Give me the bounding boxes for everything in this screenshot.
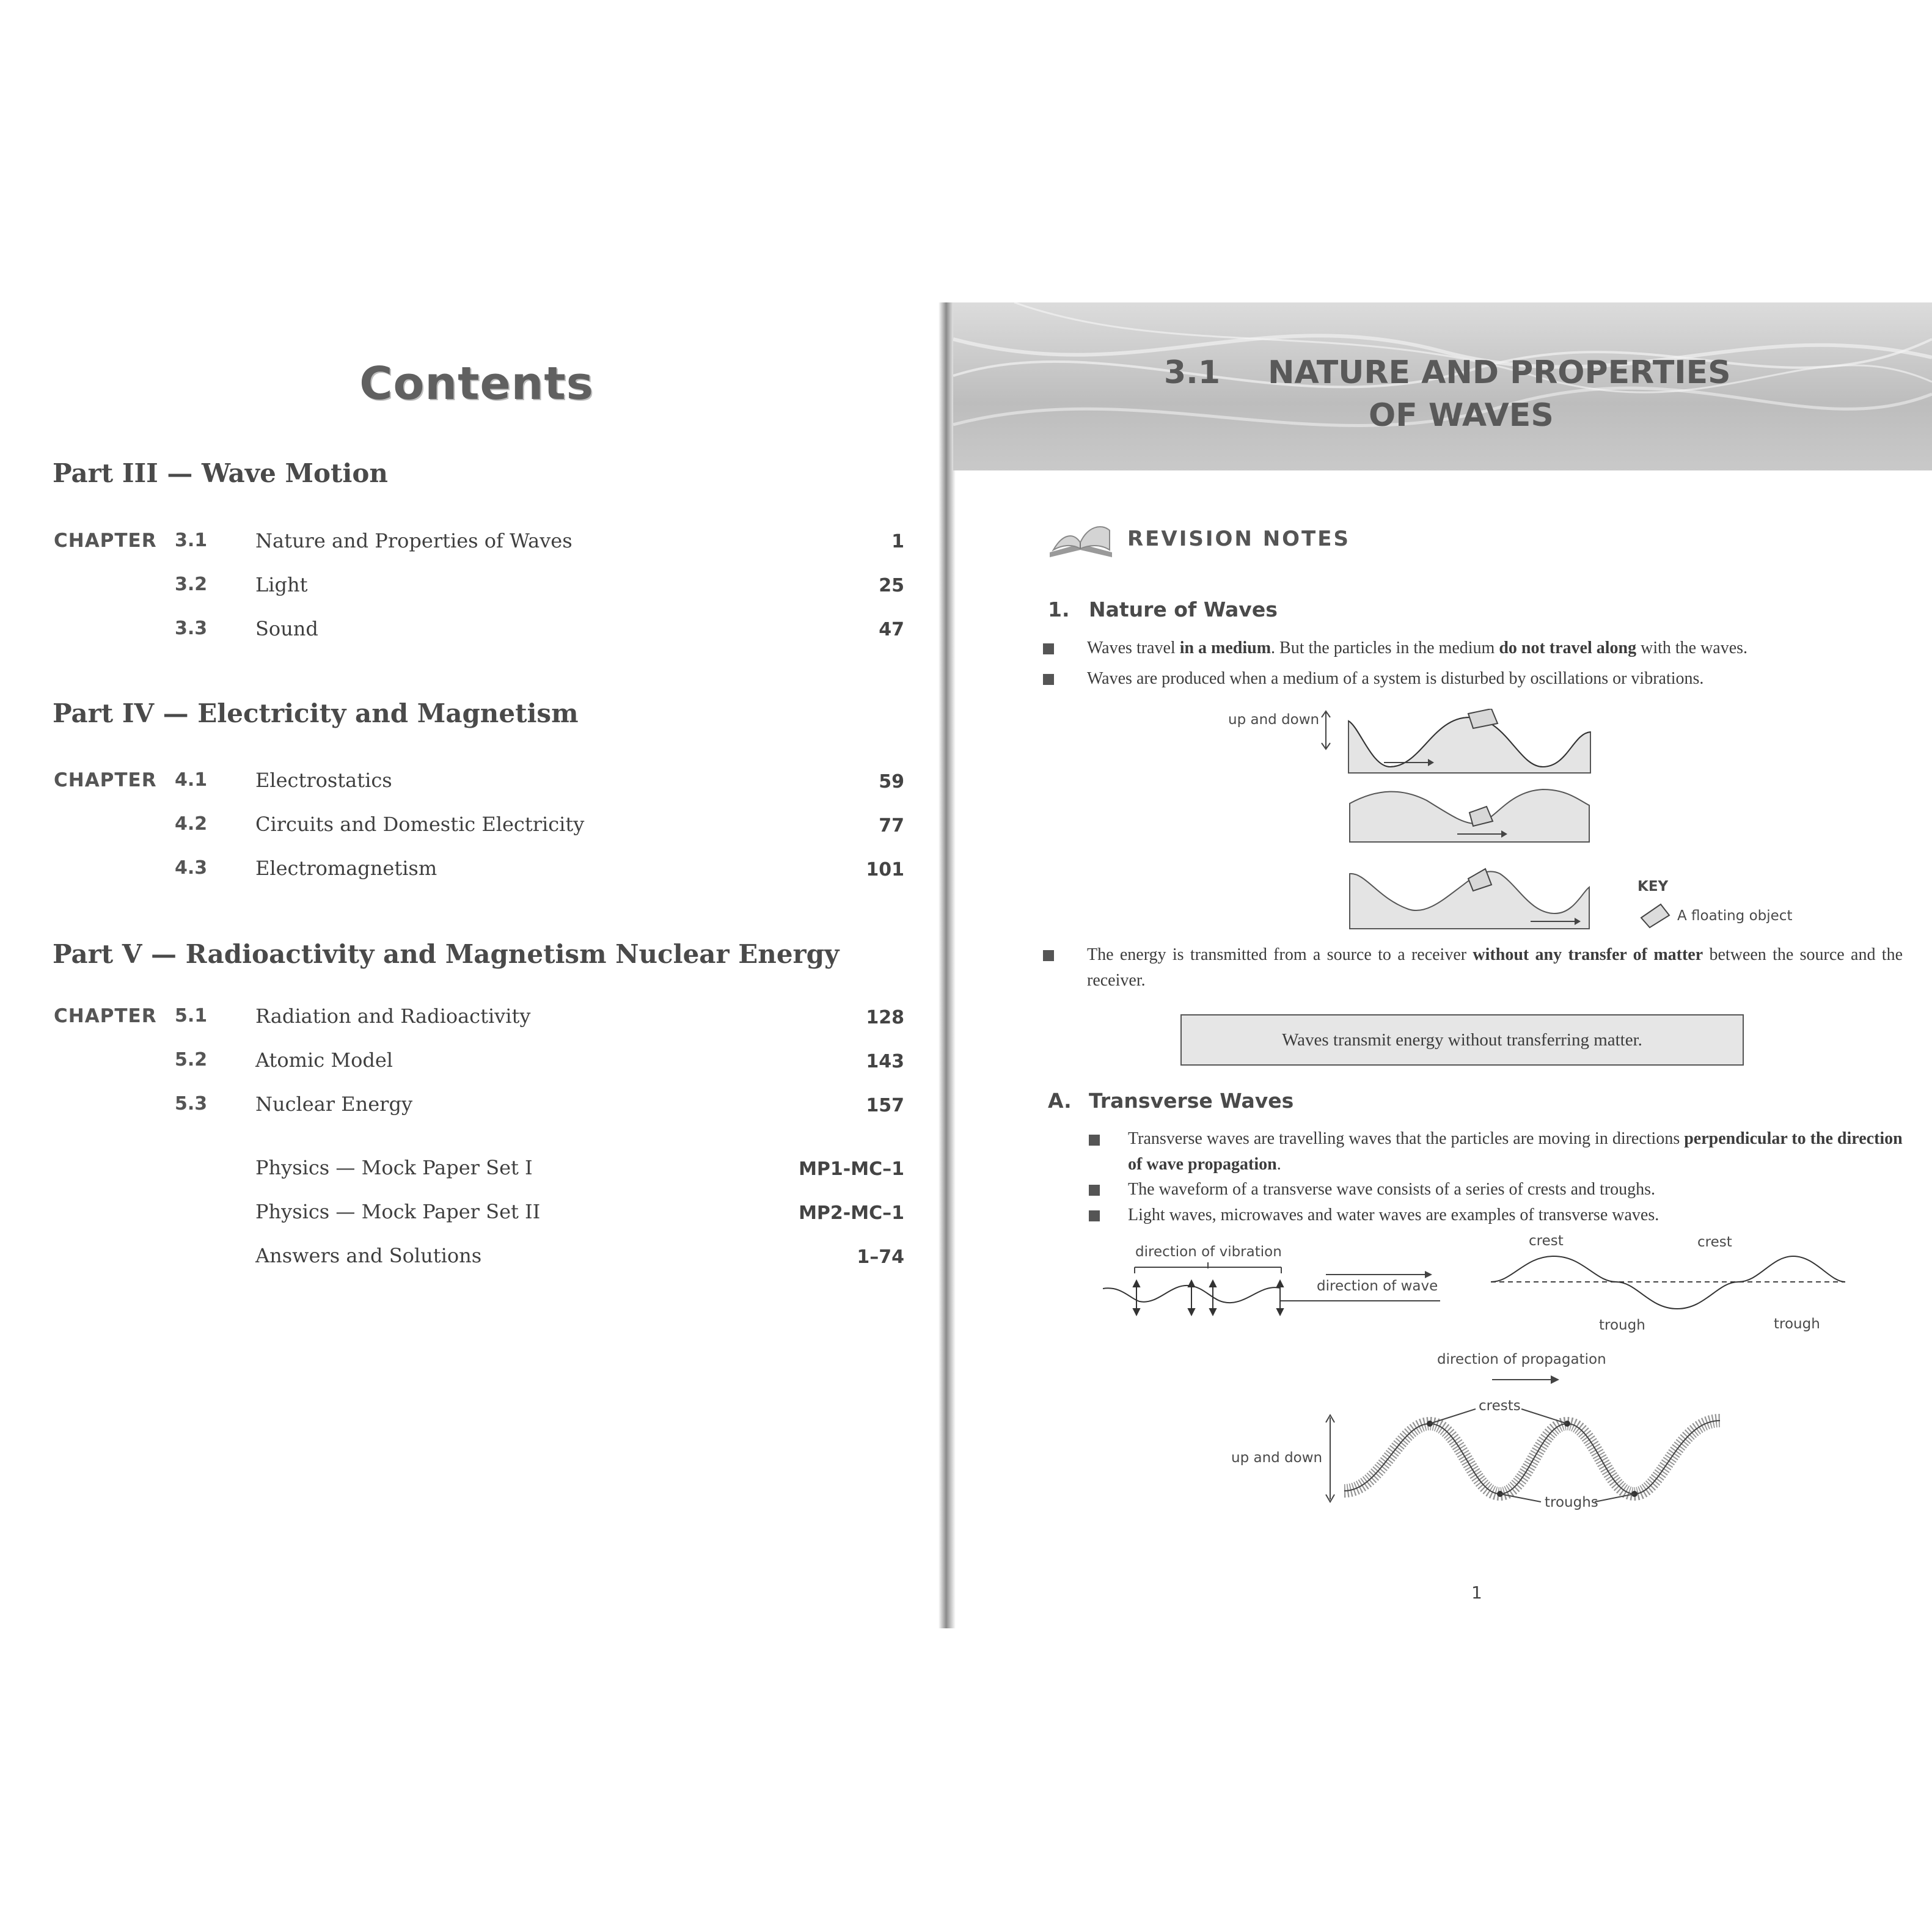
toc-entry-page: 128 bbox=[866, 1007, 904, 1028]
chapter-number: 4.2 bbox=[175, 813, 208, 835]
part-heading: Part IV — Electricity and Magnetism bbox=[53, 698, 579, 728]
bullet-text: Waves travel in a medium. But the particles in the medium do not travel along with the waves. bbox=[1087, 639, 1748, 657]
toc-entry-title[interactable]: Nature and Properties of Waves bbox=[255, 529, 573, 552]
part-heading: Part III — Wave Motion bbox=[53, 458, 388, 488]
label-direction-of-vibration: direction of vibration bbox=[1135, 1244, 1282, 1260]
bullet-text: The waveform of a transverse wave consists of a series of crests and troughs. bbox=[1128, 1180, 1656, 1199]
floating-object-key-icon bbox=[1637, 899, 1674, 930]
part-heading: Part V — Radioactivity and Magnetism Nuclear Energy bbox=[53, 939, 840, 969]
up-down-arrow-icon bbox=[1321, 1413, 1339, 1504]
chapter-number: 3.1 bbox=[175, 530, 208, 551]
floating-object-wave-diagram bbox=[1347, 709, 1592, 941]
toc-entry-title[interactable]: Electromagnetism bbox=[255, 857, 437, 880]
transverse-wave-rope-diagram bbox=[1344, 1405, 1729, 1509]
chapter-number: 3.3 bbox=[175, 618, 208, 639]
toc-entry-page: MP2-MC–1 bbox=[799, 1202, 904, 1224]
chapter-number: 5.1 bbox=[175, 1005, 208, 1026]
toc-entry-page: 101 bbox=[866, 859, 904, 880]
toc-entry-page: 143 bbox=[866, 1051, 904, 1072]
bullet-square-icon bbox=[1089, 1185, 1100, 1196]
revision-notes-heading: REVISION NOTES bbox=[1127, 527, 1350, 551]
toc-entry-page: 47 bbox=[879, 619, 904, 640]
label-troughs: troughs bbox=[1545, 1495, 1598, 1510]
key-item-label: A floating object bbox=[1677, 908, 1793, 924]
chapter-title-number: 3.1 bbox=[1164, 354, 1221, 391]
chapter-number: 4.1 bbox=[175, 769, 208, 791]
label-crest: crest bbox=[1697, 1234, 1732, 1250]
label-direction-of-wave: direction of wave bbox=[1317, 1278, 1438, 1294]
label-direction-of-propagation: direction of propagation bbox=[1437, 1352, 1606, 1367]
chapter-number: 4.3 bbox=[175, 857, 208, 879]
crest-trough-diagram bbox=[1488, 1253, 1848, 1314]
toc-entry-title[interactable]: Physics — Mock Paper Set I bbox=[255, 1156, 533, 1179]
label-crests: crests bbox=[1479, 1398, 1521, 1414]
toc-entry-page: 1 bbox=[891, 531, 904, 552]
book-spine bbox=[939, 302, 956, 1628]
toc-entry-title[interactable]: Physics — Mock Paper Set II bbox=[255, 1200, 541, 1223]
toc-entry-title[interactable]: Circuits and Domestic Electricity bbox=[255, 813, 585, 836]
toc-entry-title[interactable]: Electrostatics bbox=[255, 769, 392, 792]
toc-entry-title[interactable]: Sound bbox=[255, 617, 318, 640]
bullet-square-icon bbox=[1043, 643, 1054, 654]
key-title: KEY bbox=[1637, 879, 1669, 895]
chapter-label: CHAPTER bbox=[54, 769, 157, 791]
chapter-title bbox=[1164, 351, 1775, 437]
contents-title: Contents bbox=[359, 357, 594, 410]
bullet-text: Waves are produced when a medium of a system is disturbed by oscillations or vibrations. bbox=[1087, 669, 1704, 688]
chapter-label: CHAPTER bbox=[54, 1005, 157, 1027]
toc-entry-title[interactable]: Answers and Solutions bbox=[255, 1244, 482, 1267]
toc-entry-page: 77 bbox=[879, 815, 904, 836]
label-up-and-down: up and down bbox=[1231, 1450, 1323, 1466]
bullet-square-icon bbox=[1089, 1210, 1100, 1221]
bullet-square-icon bbox=[1089, 1135, 1100, 1146]
diagram-label-up-down: up and down bbox=[1228, 712, 1320, 728]
label-trough: trough bbox=[1774, 1316, 1820, 1332]
bullet-square-icon bbox=[1043, 674, 1054, 685]
toc-entry-page: 1–74 bbox=[857, 1246, 904, 1268]
label-trough: trough bbox=[1599, 1317, 1645, 1333]
section-number: A. bbox=[1048, 1089, 1072, 1113]
toc-entry-title[interactable]: Nuclear Energy bbox=[255, 1092, 413, 1116]
bullet-text: Light waves, microwaves and water waves are examples of transverse waves. bbox=[1128, 1206, 1659, 1224]
toc-entry-page: MP1-MC–1 bbox=[799, 1158, 904, 1180]
toc-entry-page: 157 bbox=[866, 1095, 904, 1116]
toc-entry-page: 59 bbox=[879, 771, 904, 792]
chapter-label: CHAPTER bbox=[54, 530, 157, 552]
key-point-box: Waves transmit energy without transferring matter. bbox=[1180, 1014, 1744, 1066]
chapter-title-line2: OF WAVES bbox=[1369, 397, 1554, 434]
bullet-text: Transverse waves are travelling waves that the particles are moving in directions perpendicular to the direction of wave propagation. bbox=[1128, 1129, 1903, 1174]
bullet-text: The energy is transmitted from a source to a receiver without any transfer of matter between the source and the receiver. bbox=[1087, 945, 1903, 990]
string-vibration-diagram bbox=[1103, 1261, 1445, 1328]
toc-entry-page: 25 bbox=[879, 575, 904, 596]
chapter-number: 5.3 bbox=[175, 1093, 208, 1114]
propagation-arrow-icon bbox=[1491, 1372, 1564, 1388]
section-number: 1. bbox=[1048, 598, 1070, 621]
toc-entry-title[interactable]: Light bbox=[255, 573, 308, 596]
chapter-title-line1: NATURE AND PROPERTIES bbox=[1268, 354, 1731, 391]
bullet-square-icon bbox=[1043, 950, 1054, 961]
chapter-number: 5.2 bbox=[175, 1049, 208, 1070]
toc-entry-title[interactable]: Radiation and Radioactivity bbox=[255, 1004, 531, 1028]
up-down-arrow-icon bbox=[1317, 709, 1335, 752]
toc-entry-title[interactable]: Atomic Model bbox=[255, 1048, 393, 1072]
label-crest: crest bbox=[1529, 1233, 1564, 1249]
open-book-icon bbox=[1045, 514, 1118, 563]
chapter-number: 3.2 bbox=[175, 574, 208, 595]
section-title: Nature of Waves bbox=[1089, 598, 1278, 621]
page-number: 1 bbox=[1471, 1583, 1482, 1603]
section-title: Transverse Waves bbox=[1089, 1089, 1294, 1113]
